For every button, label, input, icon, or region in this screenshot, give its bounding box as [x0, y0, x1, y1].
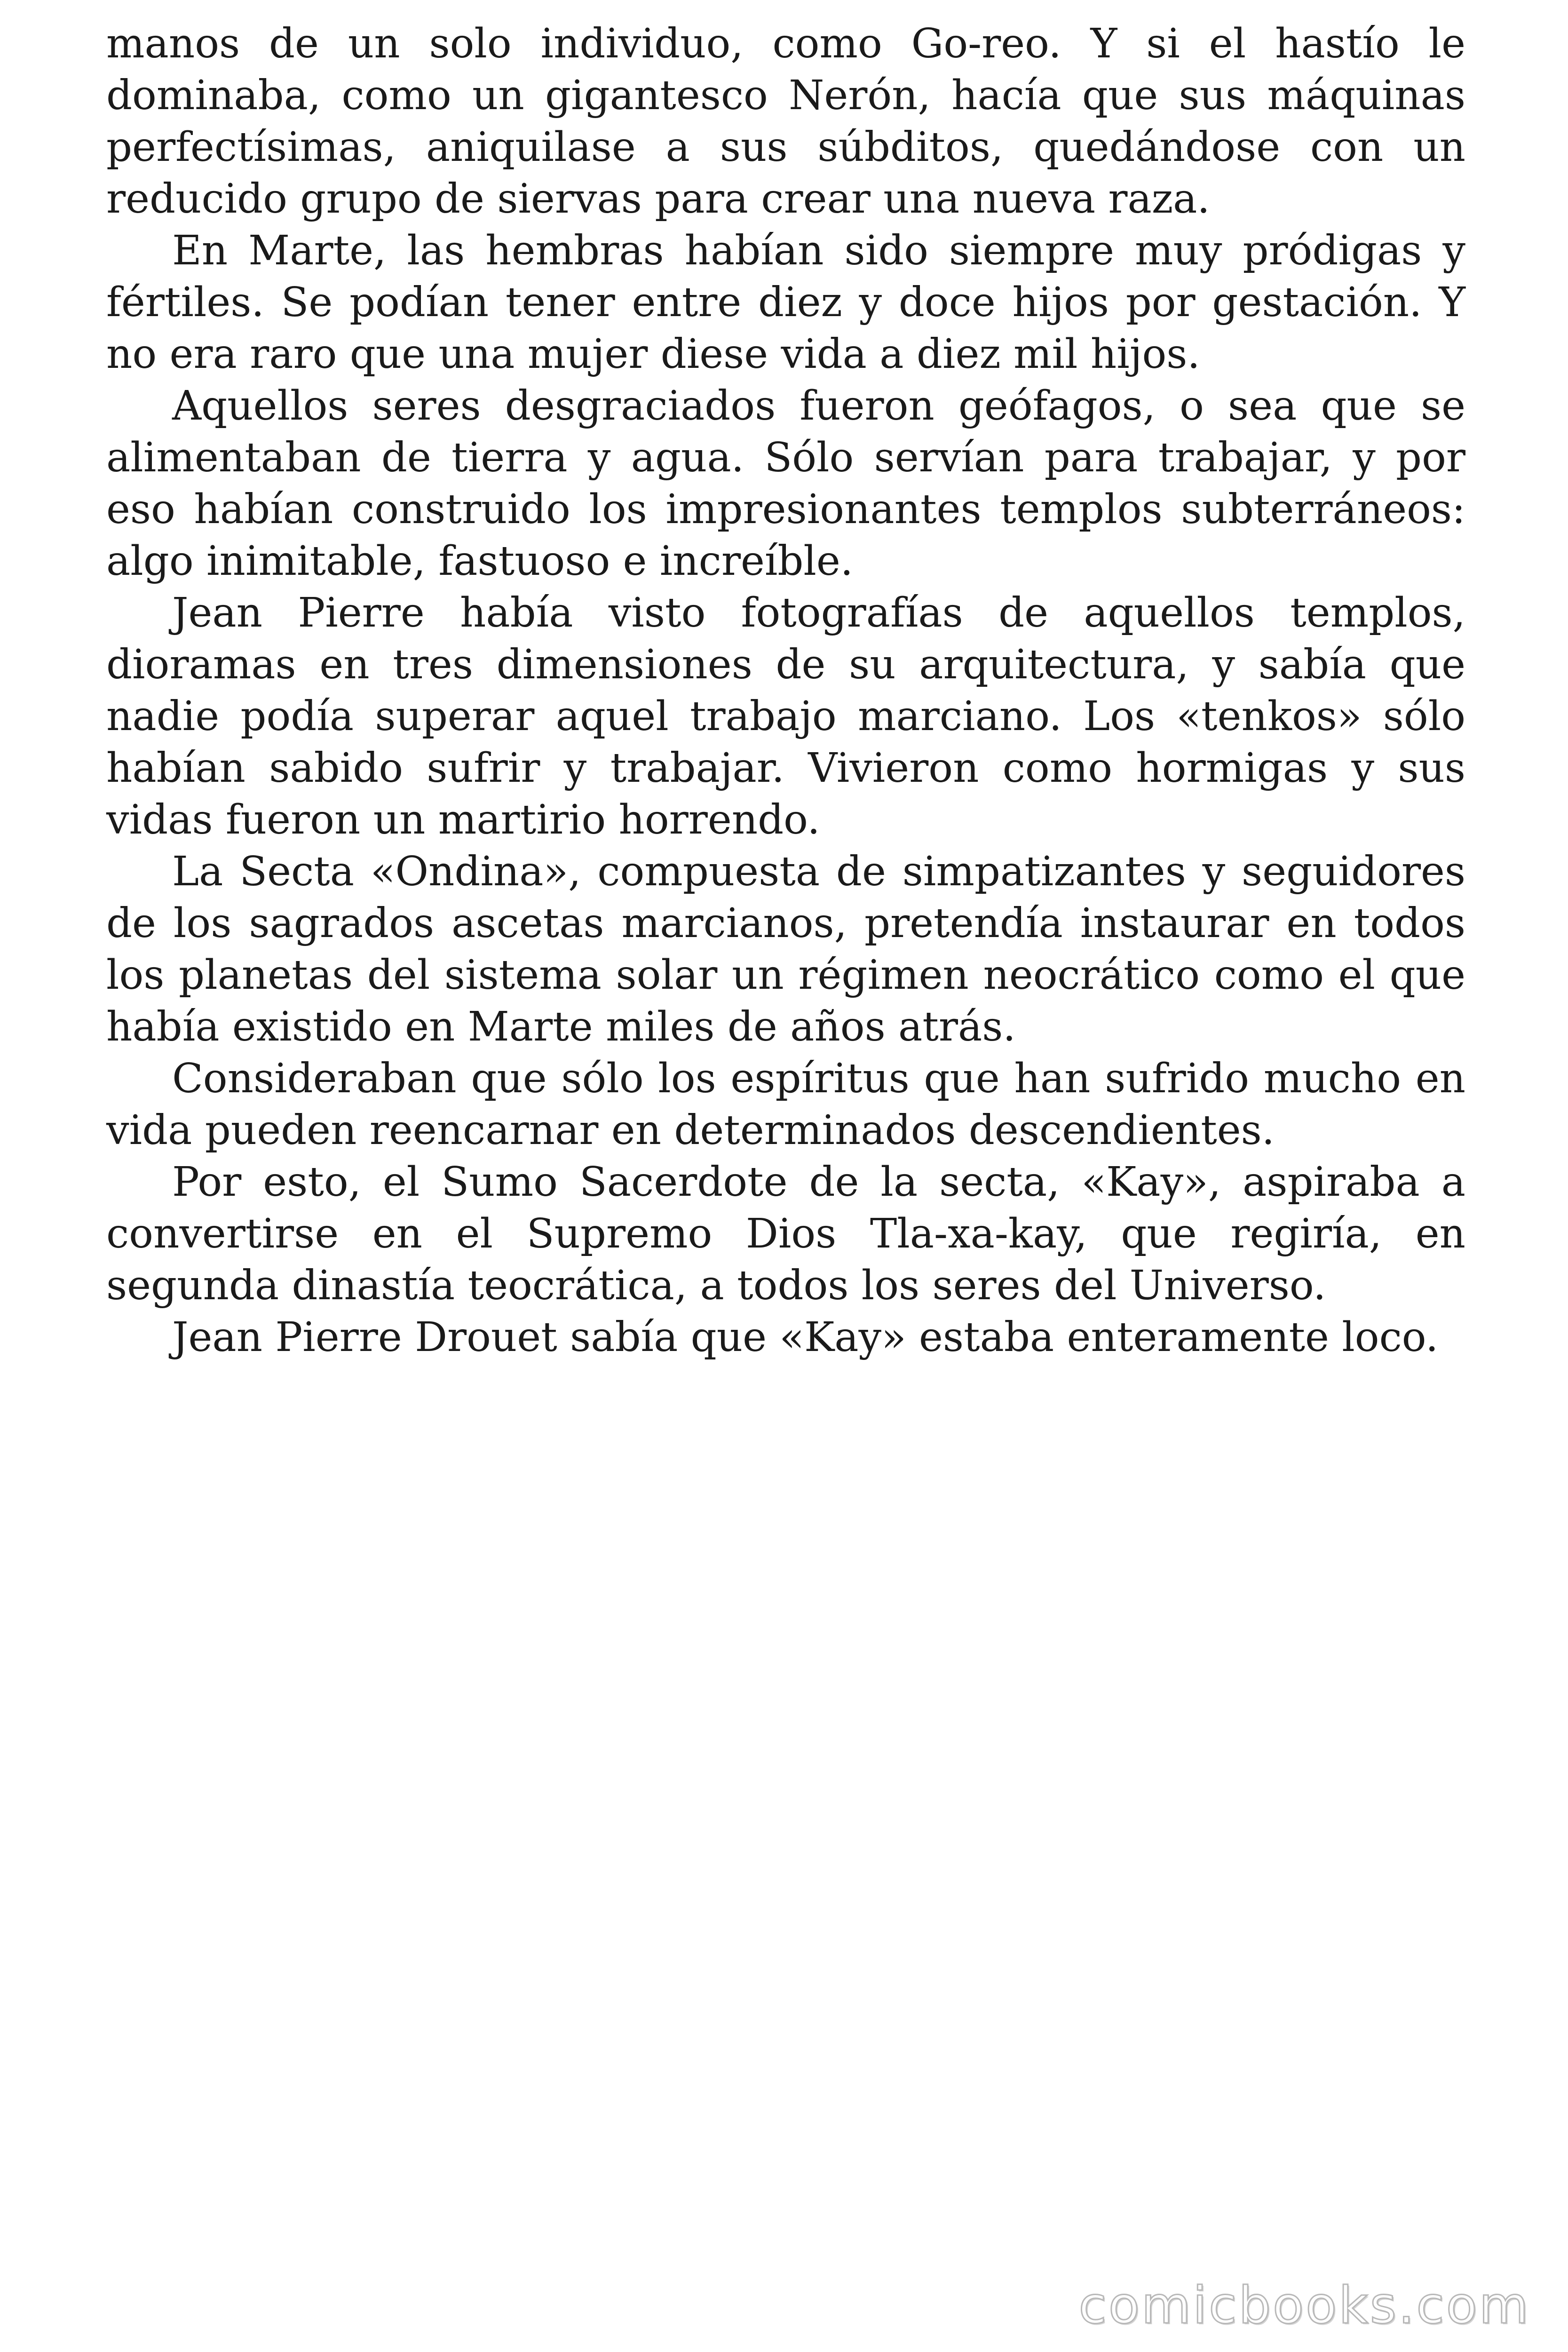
watermark-logo: comicbooks.com — [1078, 2276, 1530, 2335]
paragraph-3: Aquellos seres desgraciados fueron geófagos, o sea que se alimentaban de tierra y agua. Sólo servían para trabajar, y por eso habían construido los impresionantes templos subterráneos: algo inimitable, fastuoso e increíble. — [106, 382, 1465, 585]
paragraph-4: Jean Pierre había visto fotografías de aquellos templos, dioramas en tres dimensiones de su arquitectura, y sabía que nadie podía superar aquel trabajo marciano. Los «tenkos» sólo habían sabido sufrir y trabajar. Vivieron como hormigas y sus vidas fueron un martirio horrendo. — [106, 589, 1465, 843]
paragraph-7: Por esto, el Sumo Sacerdote de la secta, «Kay», aspiraba a convertirse en el Supremo Dios Tla-xa-kay, que regiría, en segunda dinastía teocrática, a todos los seres del Universo. — [106, 1159, 1465, 1309]
paragraph-1: manos de un solo individuo, como Go-reo. Y si el hastío le dominaba, como un gigantesco Nerón, hacía que sus máquinas perfectísimas, aniquilase a sus súbditos, quedándose con un reducido grupo de siervas para crear una nueva raza. — [106, 20, 1465, 222]
paragraph-6: Consideraban que sólo los espíritus que han sufrido mucho en vida pueden reencarnar en determinados descendientes. — [106, 1055, 1465, 1154]
page-body — [106, 18, 1465, 1363]
paragraph-5: La Secta «Ondina», compuesta de simpatizantes y seguidores de los sagrados ascetas marcianos, pretendía instaurar en todos los planetas del sistema solar un régimen neocrático como el que había existido en Marte miles de años atrás. — [106, 848, 1465, 1050]
paragraph-8: Jean Pierre Drouet sabía que «Kay» estaba enteramente loco. — [172, 1314, 1439, 1361]
paragraph-2: En Marte, las hembras habían sido siempre muy pródigas y fértiles. Se podían tener entre diez y doce hijos por gestación. Y no era raro que una mujer diese vida a diez mil hijos. — [106, 227, 1465, 378]
